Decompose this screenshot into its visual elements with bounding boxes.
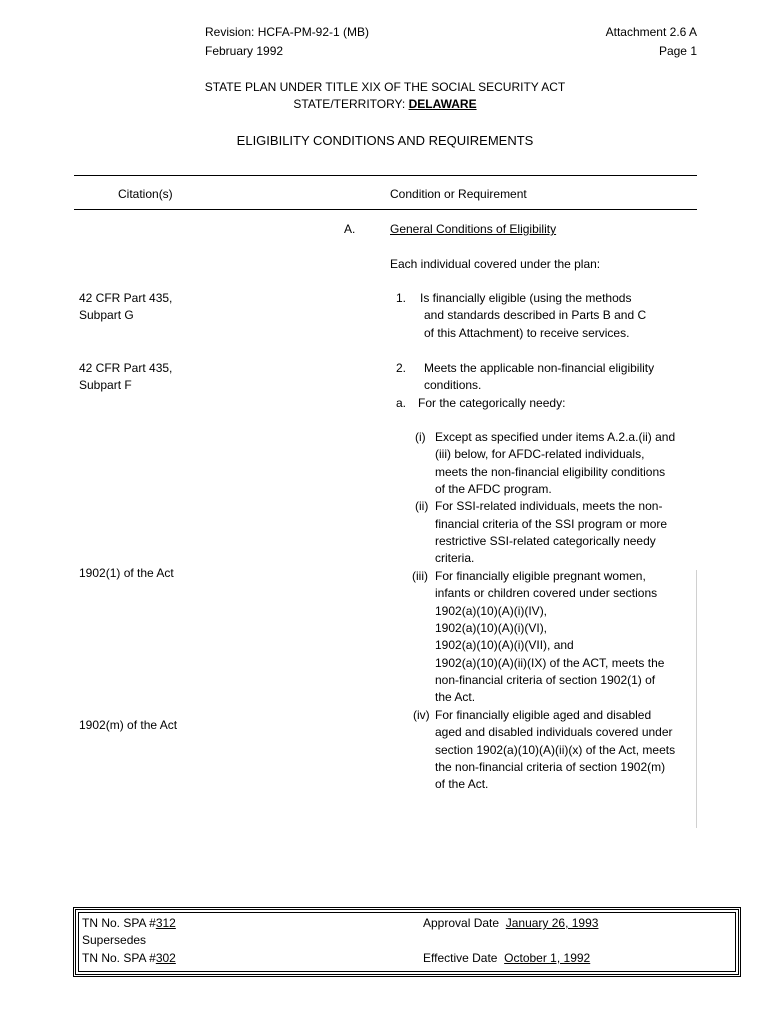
item-a-text: For the categorically needy: — [418, 396, 566, 410]
sub-ii-line: restrictive SSI-related categorically needy — [435, 534, 656, 548]
sub-iii-line: the Act. — [435, 690, 476, 704]
section-heading: General Conditions of Eligibility — [390, 222, 557, 236]
plan-title: STATE PLAN UNDER TITLE XIX OF THE SOCIAL SECURITY ACT — [204, 80, 566, 94]
state-line — [0, 96, 770, 113]
state-value: DELAWARE — [408, 97, 477, 111]
citation-2-line1: 42 CFR Part 435, — [79, 361, 173, 375]
sub-i-line: Except as specified under items A.2.a.(ii) and — [435, 430, 676, 444]
page-number: Page 1 — [658, 44, 697, 58]
margin-change-bar — [696, 570, 697, 828]
tn-superseded — [82, 950, 176, 967]
attachment-label: Attachment 2.6 A — [605, 25, 697, 39]
sub-iii-number: (iii) — [412, 569, 428, 583]
requirements-column-header: Condition or Requirement — [390, 187, 527, 201]
item-1-line: of this Attachment) to receive services. — [424, 326, 630, 340]
tn-label: TN No. SPA # — [82, 916, 156, 930]
item-2-line: Meets the applicable non-financial eligibility — [424, 361, 655, 375]
section-title: ELIGIBILITY CONDITIONS AND REQUIREMENTS — [236, 133, 534, 148]
approval-date — [423, 915, 598, 932]
effective-label: Effective Date — [423, 951, 498, 965]
sub-i-line: meets the non-financial eligibility conditions — [435, 465, 666, 479]
sub-iii-line: 1902(a)(10)(A)(ii)(IX) of the ACT, meets the — [435, 656, 665, 670]
sub-iv-line: section 1902(a)(10)(A)(ii)(x) of the Act, meets — [435, 743, 676, 757]
sub-i-line: of the AFDC program. — [435, 482, 552, 496]
tn-value: 312 — [155, 916, 176, 930]
sub-iii-line: For financially eligible pregnant women, — [435, 569, 646, 583]
sub-ii-line: criteria. — [435, 551, 475, 565]
item-2-line: conditions. — [424, 378, 482, 392]
effective-value: October 1, 1992 — [504, 951, 591, 965]
sub-iii-line: 1902(a)(10)(A)(i)(VII), and — [435, 638, 574, 652]
header-rule-top — [74, 175, 697, 176]
sub-iii-line: non-financial criteria of section 1902(1) of — [435, 673, 656, 687]
sub-i-line: (iii) below, for AFDC-related individuals, — [435, 447, 645, 461]
approval-label: Approval Date — [423, 916, 500, 930]
sub-ii-line: financial criteria of the SSI program or more — [435, 517, 668, 531]
citation-2-line2: Subpart F — [79, 378, 132, 392]
sub-iv-number: (iv) — [413, 708, 430, 722]
supersedes-label: Supersedes — [82, 933, 147, 947]
sub-iii-line: infants or children covered under sections — [435, 586, 658, 600]
citation-1-line2: Subpart G — [79, 308, 134, 322]
tn2-label: TN No. SPA # — [82, 951, 156, 965]
sub-ii-line: For SSI-related individuals, meets the non- — [435, 499, 663, 513]
citations-column-header: Citation(s) — [118, 187, 173, 201]
sub-iv-line: For financially eligible aged and disabled — [435, 708, 652, 722]
sub-iv-line: aged and disabled individuals covered under — [435, 725, 673, 739]
item-2-number: 2. — [396, 361, 407, 375]
sub-iv-line: the non-financial criteria of section 1902(m) — [435, 760, 666, 774]
sub-iii-line: 1902(a)(10)(A)(i)(IV), — [435, 604, 548, 618]
tn2-value: 302 — [155, 951, 176, 965]
item-a-letter: a. — [396, 396, 407, 410]
state-label: STATE/TERRITORY: — [293, 97, 406, 111]
sub-iii-line: 1902(a)(10)(A)(i)(VI), — [435, 621, 548, 635]
citation-3: 1902(1) of the Act — [79, 566, 174, 580]
revision-text: Revision: HCFA-PM-92-1 (MB) — [205, 25, 370, 39]
sub-i-number: (i) — [415, 430, 426, 444]
sub-iv-line: of the Act. — [435, 777, 489, 791]
tn-number — [82, 915, 176, 932]
footer-inner-border — [78, 912, 736, 972]
section-intro: Each individual covered under the plan: — [390, 257, 601, 271]
header-rule-bottom — [74, 209, 697, 210]
item-1-line: and standards described in Parts B and C — [424, 308, 647, 322]
citation-4: 1902(m) of the Act — [79, 718, 178, 732]
item-1-number: 1. — [396, 291, 407, 305]
revision-date: February 1992 — [205, 44, 284, 58]
sub-ii-number: (ii) — [415, 499, 429, 513]
item-1-line: Is financially eligible (using the methods — [420, 291, 632, 305]
approval-value: January 26, 1993 — [505, 916, 599, 930]
section-letter: A. — [344, 222, 356, 236]
citation-1-line1: 42 CFR Part 435, — [79, 291, 173, 305]
effective-date — [423, 950, 590, 967]
